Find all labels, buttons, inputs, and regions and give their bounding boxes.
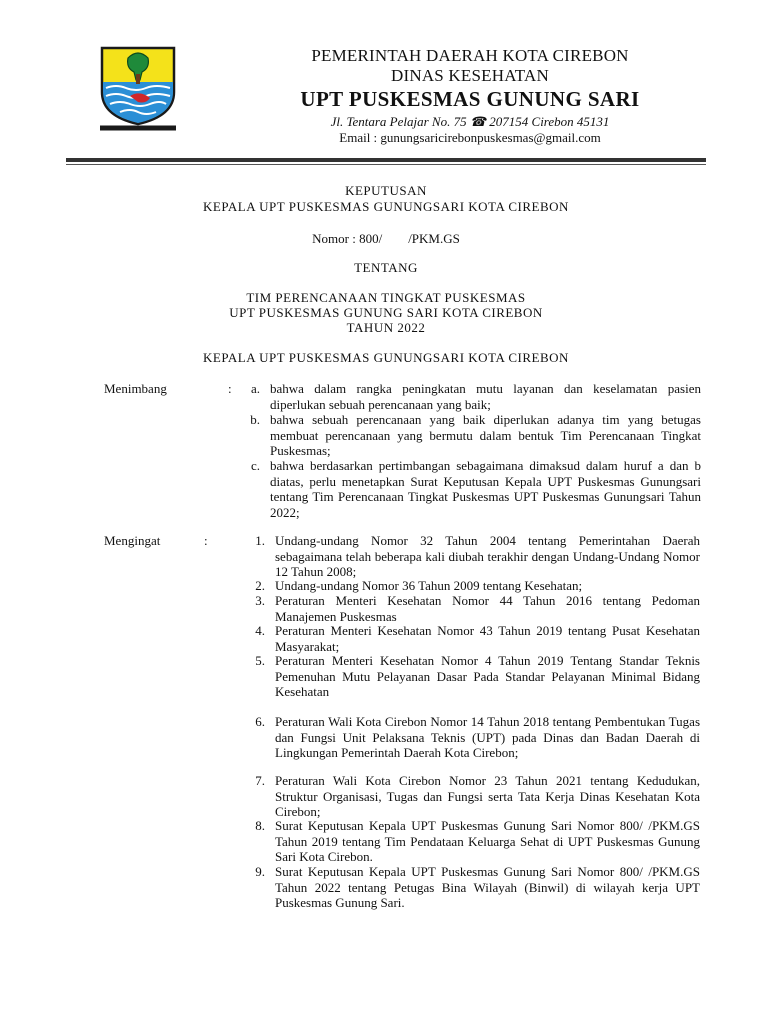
list-marker: 6. bbox=[255, 714, 265, 729]
letterhead-institution: UPT PUSKESMAS GUNUNG SARI bbox=[300, 87, 640, 111]
decree-tentang: TENTANG bbox=[354, 260, 418, 275]
letterhead-divider-thin bbox=[66, 164, 706, 165]
letterhead-address: Jl. Tentara Pelajar No. 75 ☎ 207154 Cirebon 45131 bbox=[330, 114, 610, 129]
list-text: bahwa berdasarkan pertimbangan sebagaimana dimaksud dalam huruf a dan b diatas, perlu menetapkan Surat Keputusan Kepala UPT Puskesmas Gunungsari tentang Tim Perencanaan Tingkat Puskesmas UPT Puskesmas Gunungsari Tahun 2022; bbox=[270, 458, 701, 520]
cirebon-coat-of-arms-icon bbox=[96, 44, 180, 134]
list-marker: a. bbox=[250, 381, 260, 396]
letterhead-department: DINAS KESEHATAN bbox=[391, 66, 549, 85]
menimbang-colon: : bbox=[228, 381, 232, 396]
list-marker: 2. bbox=[255, 578, 265, 593]
list-marker: 5. bbox=[255, 653, 265, 668]
list-marker: 7. bbox=[255, 773, 265, 788]
decree-subject-line-1: TIM PERENCANAAN TINGKAT PUSKESMAS bbox=[246, 290, 526, 305]
list-marker: b. bbox=[250, 412, 260, 427]
mengingat-colon: : bbox=[204, 533, 208, 548]
decree-issuer-repeat: KEPALA UPT PUSKESMAS GUNUNGSARI KOTA CIREBON bbox=[203, 350, 569, 365]
list-marker: c. bbox=[250, 458, 260, 473]
list-text: Undang-undang Nomor 32 Tahun 2004 tentang Pemerintahan Daerah sebagaimana telah beberapa kali diubah terakhir dengan Undang-Undang Nomor 12 Tahun 2008; bbox=[275, 533, 700, 579]
list-text: bahwa sebuah perencanaan yang baik diperlukan adanya tim yang betugas membuat perencanaan yang bermutu dalam bentuk Tim Perencanaan Tingkat Puskesmas; bbox=[270, 412, 701, 458]
list-marker: 8. bbox=[255, 818, 265, 833]
list-text: Peraturan Menteri Kesehatan Nomor 44 Tahun 2016 tentang Pedoman Manajemen Puskesmas bbox=[275, 593, 700, 624]
decree-number: Nomor : 800/ /PKM.GS bbox=[312, 231, 460, 246]
decree-issuer: KEPALA UPT PUSKESMAS GUNUNGSARI KOTA CIREBON bbox=[203, 199, 569, 214]
list-text: bahwa dalam rangka peningkatan mutu layanan dan keselamatan pasien diperlukan sebuah perencanaan yang baik; bbox=[270, 381, 701, 412]
menimbang-label: Menimbang bbox=[104, 381, 167, 396]
decree-heading: KEPUTUSAN bbox=[345, 183, 427, 198]
list-text: Peraturan Wali Kota Cirebon Nomor 23 Tahun 2021 tentang Kedudukan, Struktur Organisasi, Tugas dan Fungsi serta Tata Kerja Dinas Kesehatan Kota Cirebon; bbox=[275, 773, 700, 819]
letterhead-email: Email : gunungsaricirebonpuskesmas@gmail.com bbox=[339, 130, 601, 145]
mengingat-label: Mengingat bbox=[104, 533, 161, 548]
list-marker: 3. bbox=[255, 593, 265, 608]
coat-of-arms-graphic bbox=[96, 44, 180, 134]
list-text: Surat Keputusan Kepala UPT Puskesmas Gunung Sari Nomor 800/ /PKM.GS Tahun 2022 tentang Petugas Bina Wilayah (Binwil) di wilayah kerja UPT Puskesmas Gunung Sari. bbox=[275, 864, 700, 910]
letterhead-divider-thick bbox=[66, 158, 706, 162]
list-text: Peraturan Menteri Kesehatan Nomor 4 Tahun 2019 Tentang Standar Teknis Pemenuhan Mutu Pelayanan Dasar Pada Standar Pelayanan Minimal Bidang Kesehatan bbox=[275, 653, 700, 699]
decree-subject-line-2: UPT PUSKESMAS GUNUNG SARI KOTA CIREBON bbox=[229, 305, 543, 320]
list-marker: 4. bbox=[255, 623, 265, 638]
list-marker: 9. bbox=[255, 864, 265, 879]
list-text: Peraturan Menteri Kesehatan Nomor 43 Tahun 2019 tentang Pusat Kesehatan Masyarakat; bbox=[275, 623, 700, 654]
list-marker: 1. bbox=[255, 533, 265, 548]
list-text: Undang-undang Nomor 36 Tahun 2009 tentang Kesehatan; bbox=[275, 578, 583, 593]
list-text: Surat Keputusan Kepala UPT Puskesmas Gunung Sari Nomor 800/ /PKM.GS Tahun 2019 tentang Tim Pendataan Keluarga Sehat di UPT Puskesmas Gunung Sari Kota Cirebon. bbox=[275, 818, 700, 864]
decree-subject-line-3: TAHUN 2022 bbox=[346, 320, 426, 335]
letterhead bbox=[240, 46, 700, 146]
letterhead-government: PEMERINTAH DAERAH KOTA CIREBON bbox=[311, 46, 629, 65]
list-text: Peraturan Wali Kota Cirebon Nomor 14 Tahun 2018 tentang Pembentukan Tugas dan Fungsi Unit Pelaksana Teknis (UPT) pada Dinas dan Badan Daerah di Lingkungan Pemerintah Daerah Kota Cirebon; bbox=[275, 714, 700, 760]
